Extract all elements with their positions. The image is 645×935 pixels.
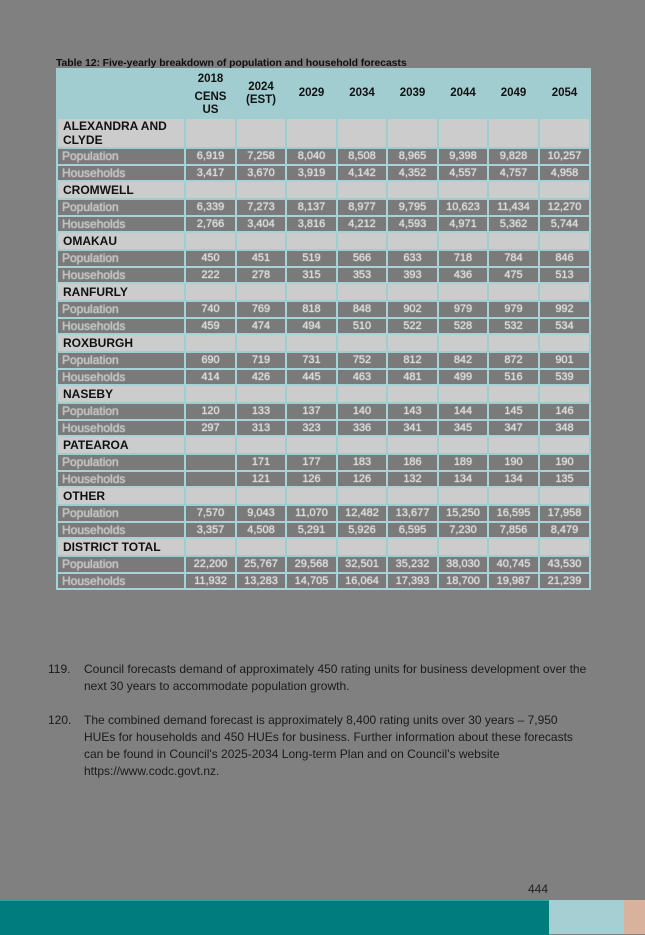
section-name: OMAKAU bbox=[57, 232, 185, 250]
value-cell: 475 bbox=[488, 267, 539, 284]
value-cell: 10,257 bbox=[539, 148, 590, 165]
value-cell: 126 bbox=[337, 471, 387, 488]
value-cell: 32,501 bbox=[337, 556, 387, 573]
header-2049: 2049 bbox=[488, 69, 539, 118]
section-blank-cell bbox=[539, 538, 590, 556]
section-blank-cell bbox=[387, 487, 438, 505]
value-cell: 534 bbox=[539, 318, 590, 335]
table-row-households bbox=[57, 267, 590, 284]
section-blank-cell bbox=[539, 283, 590, 301]
section-blank-cell bbox=[438, 538, 488, 556]
value-cell: 137 bbox=[286, 403, 337, 420]
section-blank-cell bbox=[387, 232, 438, 250]
section-blank-cell bbox=[286, 334, 337, 352]
value-cell: 510 bbox=[337, 318, 387, 335]
table-row-households bbox=[57, 573, 590, 590]
table-row-households bbox=[57, 165, 590, 182]
section-blank-cell bbox=[286, 487, 337, 505]
page-number: 444 bbox=[528, 882, 549, 896]
value-cell: 414 bbox=[185, 369, 236, 386]
section-blank-cell bbox=[236, 118, 286, 148]
value-cell: 140 bbox=[337, 403, 387, 420]
value-cell: 6,595 bbox=[387, 522, 438, 539]
section-blank-cell bbox=[286, 232, 337, 250]
section-blank-cell bbox=[438, 283, 488, 301]
section-blank-cell bbox=[488, 181, 539, 199]
value-cell: 171 bbox=[236, 454, 286, 471]
value-cell: 9,828 bbox=[488, 148, 539, 165]
section-blank-cell bbox=[337, 232, 387, 250]
value-cell: 22,200 bbox=[185, 556, 236, 573]
value-cell: 8,137 bbox=[286, 199, 337, 216]
value-cell: 145 bbox=[488, 403, 539, 420]
value-cell: 528 bbox=[438, 318, 488, 335]
section-blank-cell bbox=[236, 232, 286, 250]
section-blank-cell bbox=[387, 385, 438, 403]
row-label: Population bbox=[57, 250, 185, 267]
section-blank-cell bbox=[387, 538, 438, 556]
value-cell: 353 bbox=[337, 267, 387, 284]
value-cell: 5,291 bbox=[286, 522, 337, 539]
value-cell: 499 bbox=[438, 369, 488, 386]
row-label: Population bbox=[57, 148, 185, 165]
value-cell: 731 bbox=[286, 352, 337, 369]
value-cell: 134 bbox=[438, 471, 488, 488]
value-cell: 633 bbox=[387, 250, 438, 267]
section-row bbox=[57, 334, 590, 352]
section-blank-cell bbox=[488, 385, 539, 403]
value-cell: 979 bbox=[438, 301, 488, 318]
table-row-population bbox=[57, 199, 590, 216]
value-cell: 17,393 bbox=[387, 573, 438, 590]
value-cell: 4,142 bbox=[337, 165, 387, 182]
value-cell: 5,744 bbox=[539, 216, 590, 233]
table-row-population bbox=[57, 454, 590, 471]
value-cell: 132 bbox=[387, 471, 438, 488]
section-blank-cell bbox=[185, 538, 236, 556]
section-blank-cell bbox=[185, 385, 236, 403]
paragraph-text: The combined demand forecast is approximately 8,400 rating units over 30 years – 7,950 HUEs for households and 450 HUEs for business. Further information about these forecasts can be found in Council's 2025-2034 Long-term Plan and on Council's website https://www.codc.govt.nz. bbox=[84, 713, 573, 778]
value-cell: 436 bbox=[438, 267, 488, 284]
table-row-households bbox=[57, 318, 590, 335]
value-cell: 3,816 bbox=[286, 216, 337, 233]
header-2018: 2018 bbox=[185, 69, 236, 90]
section-blank-cell bbox=[185, 487, 236, 505]
section-name: NASEBY bbox=[57, 385, 185, 403]
section-blank-cell bbox=[539, 385, 590, 403]
section-name: RANFURLY bbox=[57, 283, 185, 301]
value-cell: 9,398 bbox=[438, 148, 488, 165]
section-blank-cell bbox=[185, 181, 236, 199]
value-cell: 11,932 bbox=[185, 573, 236, 590]
row-label: Population bbox=[57, 301, 185, 318]
section-blank-cell bbox=[337, 487, 387, 505]
header-2054: 2054 bbox=[539, 69, 590, 118]
section-row bbox=[57, 385, 590, 403]
row-label: Population bbox=[57, 454, 185, 471]
header-census: CENS US bbox=[185, 90, 236, 118]
section-blank-cell bbox=[438, 181, 488, 199]
value-cell: 690 bbox=[185, 352, 236, 369]
section-blank-cell bbox=[236, 436, 286, 454]
section-blank-cell bbox=[286, 118, 337, 148]
row-label: Population bbox=[57, 403, 185, 420]
value-cell: 522 bbox=[387, 318, 438, 335]
section-blank-cell bbox=[438, 436, 488, 454]
section-blank-cell bbox=[185, 436, 236, 454]
row-label: Households bbox=[57, 318, 185, 335]
value-cell: 29,568 bbox=[286, 556, 337, 573]
section-blank-cell bbox=[539, 487, 590, 505]
value-cell: 38,030 bbox=[438, 556, 488, 573]
value-cell: 144 bbox=[438, 403, 488, 420]
section-blank-cell bbox=[387, 118, 438, 148]
value-cell: 315 bbox=[286, 267, 337, 284]
paragraph-number: 119. bbox=[48, 662, 71, 676]
value-cell: 348 bbox=[539, 420, 590, 437]
value-cell: 183 bbox=[337, 454, 387, 471]
value-cell: 902 bbox=[387, 301, 438, 318]
value-cell: 146 bbox=[539, 403, 590, 420]
value-cell: 21,239 bbox=[539, 573, 590, 590]
value-cell: 4,958 bbox=[539, 165, 590, 182]
section-blank-cell bbox=[438, 118, 488, 148]
section-blank-cell bbox=[337, 334, 387, 352]
section-blank-cell bbox=[539, 181, 590, 199]
value-cell: 3,404 bbox=[236, 216, 286, 233]
value-cell: 752 bbox=[337, 352, 387, 369]
section-blank-cell bbox=[337, 436, 387, 454]
row-label: Households bbox=[57, 369, 185, 386]
section-blank-cell bbox=[236, 181, 286, 199]
header-2024: 2024 (EST) bbox=[236, 69, 286, 118]
section-blank-cell bbox=[337, 385, 387, 403]
section-blank-cell bbox=[286, 385, 337, 403]
value-cell: 979 bbox=[488, 301, 539, 318]
value-cell: 846 bbox=[539, 250, 590, 267]
value-cell: 297 bbox=[185, 420, 236, 437]
footer-band-teal bbox=[0, 900, 549, 935]
value-cell: 9,795 bbox=[387, 199, 438, 216]
section-row bbox=[57, 538, 590, 556]
paragraph-119 bbox=[48, 661, 588, 695]
value-cell: 463 bbox=[337, 369, 387, 386]
table-row-population bbox=[57, 250, 590, 267]
forecast-table bbox=[56, 68, 591, 590]
section-blank-cell bbox=[236, 334, 286, 352]
header-2039: 2039 bbox=[387, 69, 438, 118]
value-cell: 740 bbox=[185, 301, 236, 318]
value-cell: 4,508 bbox=[236, 522, 286, 539]
table-caption: Table 12: Five-yearly breakdown of population and household forecasts bbox=[56, 57, 407, 69]
section-blank-cell bbox=[387, 283, 438, 301]
section-blank-cell bbox=[387, 436, 438, 454]
section-blank-cell bbox=[387, 334, 438, 352]
value-cell: 3,919 bbox=[286, 165, 337, 182]
value-cell: 190 bbox=[488, 454, 539, 471]
section-blank-cell bbox=[236, 385, 286, 403]
value-cell: 3,357 bbox=[185, 522, 236, 539]
section-name: DISTRICT TOTAL bbox=[57, 538, 185, 556]
value-cell: 532 bbox=[488, 318, 539, 335]
row-label: Households bbox=[57, 420, 185, 437]
value-cell: 2,766 bbox=[185, 216, 236, 233]
value-cell: 35,232 bbox=[387, 556, 438, 573]
paragraph-120 bbox=[48, 712, 588, 780]
section-blank-cell bbox=[337, 118, 387, 148]
value-cell: 445 bbox=[286, 369, 337, 386]
value-cell: 12,482 bbox=[337, 505, 387, 522]
value-cell: 323 bbox=[286, 420, 337, 437]
value-cell bbox=[185, 454, 236, 471]
value-cell: 13,677 bbox=[387, 505, 438, 522]
value-cell: 812 bbox=[387, 352, 438, 369]
section-blank-cell bbox=[488, 334, 539, 352]
value-cell: 25,767 bbox=[236, 556, 286, 573]
value-cell: 190 bbox=[539, 454, 590, 471]
value-cell: 481 bbox=[387, 369, 438, 386]
value-cell: 4,352 bbox=[387, 165, 438, 182]
header-blank bbox=[57, 69, 185, 118]
value-cell: 4,593 bbox=[387, 216, 438, 233]
section-blank-cell bbox=[286, 436, 337, 454]
value-cell: 43,530 bbox=[539, 556, 590, 573]
value-cell: 426 bbox=[236, 369, 286, 386]
row-label: Households bbox=[57, 165, 185, 182]
section-blank-cell bbox=[286, 538, 337, 556]
value-cell: 784 bbox=[488, 250, 539, 267]
value-cell: 8,479 bbox=[539, 522, 590, 539]
value-cell: 15,250 bbox=[438, 505, 488, 522]
value-cell: 16,064 bbox=[337, 573, 387, 590]
value-cell: 7,230 bbox=[438, 522, 488, 539]
section-blank-cell bbox=[185, 118, 236, 148]
value-cell: 6,339 bbox=[185, 199, 236, 216]
section-blank-cell bbox=[185, 232, 236, 250]
value-cell: 393 bbox=[387, 267, 438, 284]
section-row bbox=[57, 118, 590, 148]
value-cell: 513 bbox=[539, 267, 590, 284]
section-blank-cell bbox=[488, 118, 539, 148]
value-cell: 992 bbox=[539, 301, 590, 318]
value-cell: 5,362 bbox=[488, 216, 539, 233]
value-cell: 12,270 bbox=[539, 199, 590, 216]
value-cell: 7,273 bbox=[236, 199, 286, 216]
value-cell: 133 bbox=[236, 403, 286, 420]
section-name: CROMWELL bbox=[57, 181, 185, 199]
section-blank-cell bbox=[438, 334, 488, 352]
value-cell bbox=[185, 471, 236, 488]
value-cell: 8,508 bbox=[337, 148, 387, 165]
value-cell: 818 bbox=[286, 301, 337, 318]
section-blank-cell bbox=[387, 181, 438, 199]
table-row-households bbox=[57, 420, 590, 437]
paragraph-number: 120. bbox=[48, 713, 72, 727]
value-cell: 901 bbox=[539, 352, 590, 369]
table-row-households bbox=[57, 471, 590, 488]
value-cell: 718 bbox=[438, 250, 488, 267]
table-row-households bbox=[57, 522, 590, 539]
section-row bbox=[57, 436, 590, 454]
section-row bbox=[57, 232, 590, 250]
value-cell: 719 bbox=[236, 352, 286, 369]
header-2044: 2044 bbox=[438, 69, 488, 118]
header-2029: 2029 bbox=[286, 69, 337, 118]
row-label: Households bbox=[57, 216, 185, 233]
value-cell: 222 bbox=[185, 267, 236, 284]
row-label: Households bbox=[57, 267, 185, 284]
section-blank-cell bbox=[539, 436, 590, 454]
value-cell: 347 bbox=[488, 420, 539, 437]
value-cell: 121 bbox=[236, 471, 286, 488]
value-cell: 450 bbox=[185, 250, 236, 267]
value-cell: 539 bbox=[539, 369, 590, 386]
section-blank-cell bbox=[337, 538, 387, 556]
value-cell: 336 bbox=[337, 420, 387, 437]
row-label: Population bbox=[57, 352, 185, 369]
value-cell: 516 bbox=[488, 369, 539, 386]
row-label: Households bbox=[57, 573, 185, 590]
value-cell: 5,926 bbox=[337, 522, 387, 539]
section-blank-cell bbox=[236, 538, 286, 556]
value-cell: 519 bbox=[286, 250, 337, 267]
value-cell: 13,283 bbox=[236, 573, 286, 590]
value-cell: 143 bbox=[387, 403, 438, 420]
value-cell: 278 bbox=[236, 267, 286, 284]
row-label: Population bbox=[57, 556, 185, 573]
section-blank-cell bbox=[236, 283, 286, 301]
value-cell: 848 bbox=[337, 301, 387, 318]
value-cell: 16,595 bbox=[488, 505, 539, 522]
row-label: Population bbox=[57, 505, 185, 522]
value-cell: 7,570 bbox=[185, 505, 236, 522]
footer-band-tan bbox=[624, 900, 645, 934]
value-cell: 40,745 bbox=[488, 556, 539, 573]
value-cell: 6,919 bbox=[185, 148, 236, 165]
section-blank-cell bbox=[286, 181, 337, 199]
row-label: Households bbox=[57, 471, 185, 488]
row-label: Households bbox=[57, 522, 185, 539]
value-cell: 345 bbox=[438, 420, 488, 437]
value-cell: 9,043 bbox=[236, 505, 286, 522]
value-cell: 451 bbox=[236, 250, 286, 267]
section-blank-cell bbox=[337, 181, 387, 199]
section-name: OTHER bbox=[57, 487, 185, 505]
value-cell: 4,971 bbox=[438, 216, 488, 233]
value-cell: 494 bbox=[286, 318, 337, 335]
value-cell: 7,258 bbox=[236, 148, 286, 165]
section-blank-cell bbox=[185, 334, 236, 352]
value-cell: 3,417 bbox=[185, 165, 236, 182]
section-row bbox=[57, 181, 590, 199]
header-2034: 2034 bbox=[337, 69, 387, 118]
section-blank-cell bbox=[488, 283, 539, 301]
table-row-households bbox=[57, 369, 590, 386]
value-cell: 126 bbox=[286, 471, 337, 488]
section-name: ALEXANDRA AND CLYDE bbox=[57, 118, 185, 148]
section-blank-cell bbox=[185, 283, 236, 301]
row-label: Population bbox=[57, 199, 185, 216]
value-cell: 8,040 bbox=[286, 148, 337, 165]
section-blank-cell bbox=[337, 283, 387, 301]
value-cell: 566 bbox=[337, 250, 387, 267]
section-blank-cell bbox=[539, 118, 590, 148]
value-cell: 186 bbox=[387, 454, 438, 471]
table-row-households bbox=[57, 216, 590, 233]
value-cell: 4,757 bbox=[488, 165, 539, 182]
section-row bbox=[57, 283, 590, 301]
table-row-population bbox=[57, 148, 590, 165]
value-cell: 4,212 bbox=[337, 216, 387, 233]
value-cell: 18,700 bbox=[438, 573, 488, 590]
value-cell: 842 bbox=[438, 352, 488, 369]
section-blank-cell bbox=[438, 487, 488, 505]
section-blank-cell bbox=[438, 385, 488, 403]
value-cell: 17,958 bbox=[539, 505, 590, 522]
table-row-population bbox=[57, 403, 590, 420]
value-cell: 4,557 bbox=[438, 165, 488, 182]
value-cell: 769 bbox=[236, 301, 286, 318]
value-cell: 120 bbox=[185, 403, 236, 420]
value-cell: 8,977 bbox=[337, 199, 387, 216]
table-row-population bbox=[57, 301, 590, 318]
section-blank-cell bbox=[539, 232, 590, 250]
section-name: PATEAROA bbox=[57, 436, 185, 454]
value-cell: 10,623 bbox=[438, 199, 488, 216]
section-blank-cell bbox=[286, 283, 337, 301]
value-cell: 3,670 bbox=[236, 165, 286, 182]
paragraph-text: Council forecasts demand of approximately 450 rating units for business development over the next 30 years to accommodate population growth. bbox=[84, 662, 587, 693]
value-cell: 134 bbox=[488, 471, 539, 488]
section-blank-cell bbox=[438, 232, 488, 250]
value-cell: 313 bbox=[236, 420, 286, 437]
section-blank-cell bbox=[236, 487, 286, 505]
section-blank-cell bbox=[488, 487, 539, 505]
value-cell: 189 bbox=[438, 454, 488, 471]
table-row-population bbox=[57, 352, 590, 369]
section-row bbox=[57, 487, 590, 505]
section-blank-cell bbox=[488, 232, 539, 250]
table-row-population bbox=[57, 505, 590, 522]
section-name: ROXBURGH bbox=[57, 334, 185, 352]
value-cell: 872 bbox=[488, 352, 539, 369]
value-cell: 19,987 bbox=[488, 573, 539, 590]
value-cell: 14,705 bbox=[286, 573, 337, 590]
value-cell: 177 bbox=[286, 454, 337, 471]
value-cell: 341 bbox=[387, 420, 438, 437]
footer-band-light-teal bbox=[549, 900, 624, 934]
value-cell: 474 bbox=[236, 318, 286, 335]
value-cell: 11,434 bbox=[488, 199, 539, 216]
value-cell: 135 bbox=[539, 471, 590, 488]
value-cell: 11,070 bbox=[286, 505, 337, 522]
section-blank-cell bbox=[539, 334, 590, 352]
value-cell: 7,856 bbox=[488, 522, 539, 539]
value-cell: 8,965 bbox=[387, 148, 438, 165]
section-blank-cell bbox=[488, 538, 539, 556]
section-blank-cell bbox=[488, 436, 539, 454]
value-cell: 459 bbox=[185, 318, 236, 335]
table-row-population bbox=[57, 556, 590, 573]
